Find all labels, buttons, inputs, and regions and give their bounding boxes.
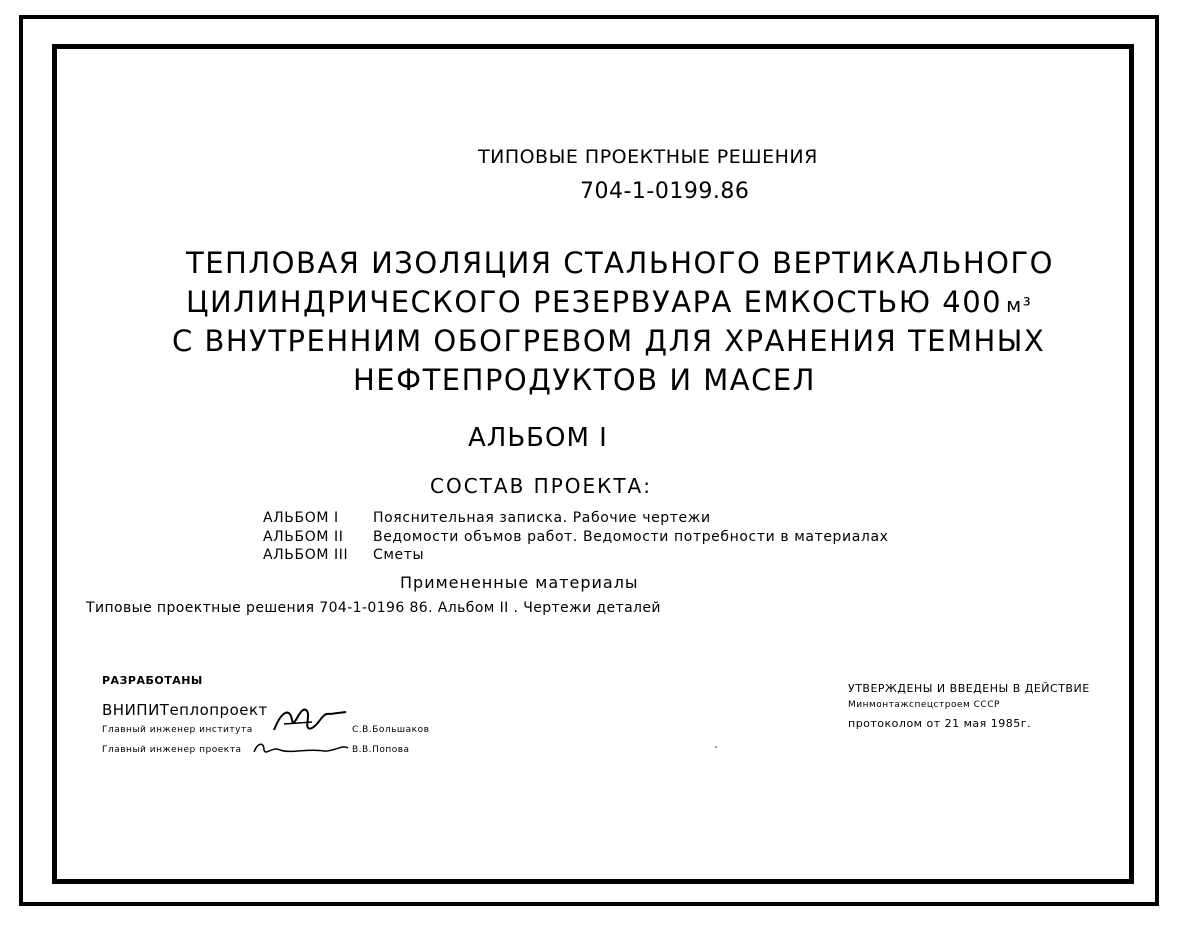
applied-materials-reference: Типовые проектные решения 704-1-0196 86. Альбом II . Чертежи деталей — [86, 600, 661, 616]
chief-engineer-institute-role: Главный инженер института — [102, 725, 253, 735]
institute-name: ВНИПИТеплопроект — [102, 701, 268, 719]
chief-engineer-project-name: В.В.Попова — [352, 745, 410, 755]
approval-label: УТВЕРЖДЕНЫ И ВВЕДЕНЫ В ДЕЙСТВИЕ — [848, 682, 1090, 695]
volume-unit: м³ — [1006, 293, 1033, 317]
title-line-3: С ВНУТРЕННИМ ОБОГРЕВОМ ДЛЯ ХРАНЕНИЯ ТЕМНЫХ — [172, 324, 1046, 358]
title-line-1: ТЕПЛОВАЯ ИЗОЛЯЦИЯ СТАЛЬНОГО ВЕРТИКАЛЬНОГО — [186, 246, 1054, 280]
album-row-3-name: АЛЬБОМ III — [263, 547, 349, 563]
inner-frame — [52, 44, 1134, 884]
album-row-2-content: Ведомости объмов работ. Ведомости потребности в материалах — [373, 529, 889, 545]
applied-materials-heading: Примененные материалы — [400, 573, 639, 592]
approval-ministry: Минмонтажспецстроем СССР — [848, 700, 1000, 710]
approval-protocol: протоколом от 21 мая 1985г. — [848, 717, 1032, 730]
album-heading: АЛЬБОМ I — [468, 423, 608, 453]
title-line-4: НЕФТЕПРОДУКТОВ И МАСЕЛ — [353, 363, 816, 397]
project-code: 704-1-0199.86 — [580, 179, 750, 204]
composition-heading: СОСТАВ ПРОЕКТА: — [430, 474, 652, 498]
album-row-1 — [263, 511, 711, 525]
album-row-2 — [263, 530, 889, 544]
title-line-2 — [186, 285, 1033, 319]
album-row-1-content: Пояснительная записка. Рабочие чертежи — [373, 510, 711, 526]
developed-label: РАЗРАБОТАНЫ — [102, 674, 203, 687]
signature-2 — [252, 738, 352, 758]
album-row-3-content: Сметы — [373, 547, 425, 563]
album-row-2-name: АЛЬБОМ II — [263, 529, 344, 545]
album-row-1-name: АЛЬБОМ I — [263, 510, 339, 526]
stray-mark — [715, 746, 717, 748]
chief-engineer-project-role: Главный инженер проекта — [102, 745, 242, 755]
chief-engineer-institute-name: С.В.Большаков — [352, 725, 430, 735]
album-row-3 — [263, 548, 424, 562]
signature-1 — [272, 700, 352, 740]
title-line-2-text: ЦИЛИНДРИЧЕСКОГО РЕЗЕРВУАРА ЕМКОСТЬЮ 400 — [186, 285, 1003, 319]
series-label: ТИПОВЫЕ ПРОЕКТНЫЕ РЕШЕНИЯ — [478, 146, 818, 168]
